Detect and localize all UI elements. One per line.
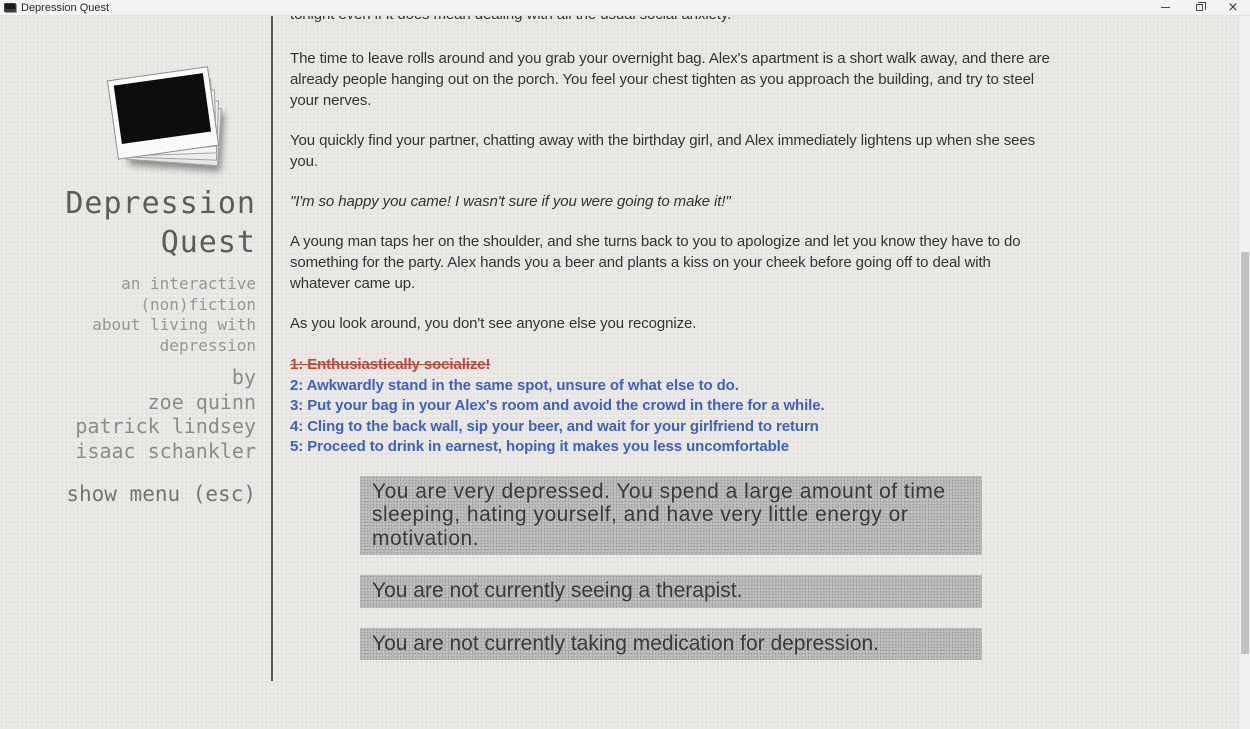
game-subtitle [92,274,256,356]
choice-5[interactable]: 5: Proceed to drink in earnest, hoping it makes you less uncomfortable [290,438,789,455]
game-title-line: Depression [65,186,256,221]
app-icon [4,3,16,12]
close-button[interactable] [1216,0,1250,16]
window-controls [1148,0,1250,16]
restore-icon [1196,4,1203,11]
author-name: isaac schankler [75,438,256,463]
author-name: patrick lindsey [75,414,256,439]
author-name: zoe quinn [147,389,256,414]
choice-1-disabled: 1: Enthusiastically socialize! [290,356,491,373]
minimize-button[interactable] [1148,0,1182,16]
sidebar [0,16,272,729]
subtitle-line: depression [159,335,256,355]
game-title [65,184,256,262]
story-content [290,16,1053,680]
restore-button[interactable] [1182,0,1216,16]
scrollbar[interactable] [1240,16,1250,729]
game-title-line: Quest [160,225,256,260]
window-title: Depression Quest [21,1,110,14]
choice-2[interactable]: 2: Awkwardly stand in the same spot, unsure of what else to do. [290,376,739,394]
polaroid-photo-image [114,73,211,144]
choice-4[interactable]: 4: Cling to the back wall, sip your beer, and wait for your girlfriend to return [290,417,819,435]
close-icon: × [1227,0,1239,15]
credits [75,365,256,463]
subtitle-line: (non)fiction [140,294,256,314]
polaroid-photo [107,66,219,159]
story-quote: "I'm so happy you came! I wasn't sure if you were going to make it!" [290,193,731,210]
story-paragraph: You quickly find your partner, chatting away with the birthday girl, and Alex immediately lightens up when she sees you. [290,132,1036,170]
story-paragraph: The time to leave rolls around and you grab your overnight bag. Alex's apartment is a short walk away, and there are already people hanging out on the porch. You feel your chest tighten as you approach the building, and try to steel your nerves. [290,50,1050,109]
sidebar-divider [271,12,273,681]
subtitle-line: about living with [92,315,256,334]
scrollbar-thumb[interactable] [1241,252,1249,654]
story-paragraph: As you look around, you don't see anyone else you recognize. [290,315,697,332]
minimize-icon [1161,7,1170,8]
status-medication: You are not currently taking medication for depression. [360,628,982,661]
choice-list [290,355,1053,458]
show-menu-link[interactable]: show menu (esc) [66,482,256,506]
polaroid-stack-logo [112,73,230,177]
status-therapist: You are not currently seeing a therapist. [360,575,982,608]
byline: by [231,365,256,389]
story-paragraph: A young man taps her on the shoulder, and she turns back to you to apologize and let you know they have to do something for the party. Alex hands you a beer and plants a kiss on your cheek before going off to deal with whatever came up. [290,233,1021,292]
game-viewport [0,16,1250,729]
title-bar [0,0,1250,16]
status-depression-level: You are very depressed. You spend a large amount of time sleeping, hating yourself, and have very little energy or motivation. [360,476,982,556]
app-icon-photo [5,4,15,9]
choice-3[interactable]: 3: Put your bag in your Alex's room and avoid the crowd in there for a while. [290,397,825,414]
subtitle-line: an interactive [121,274,256,293]
